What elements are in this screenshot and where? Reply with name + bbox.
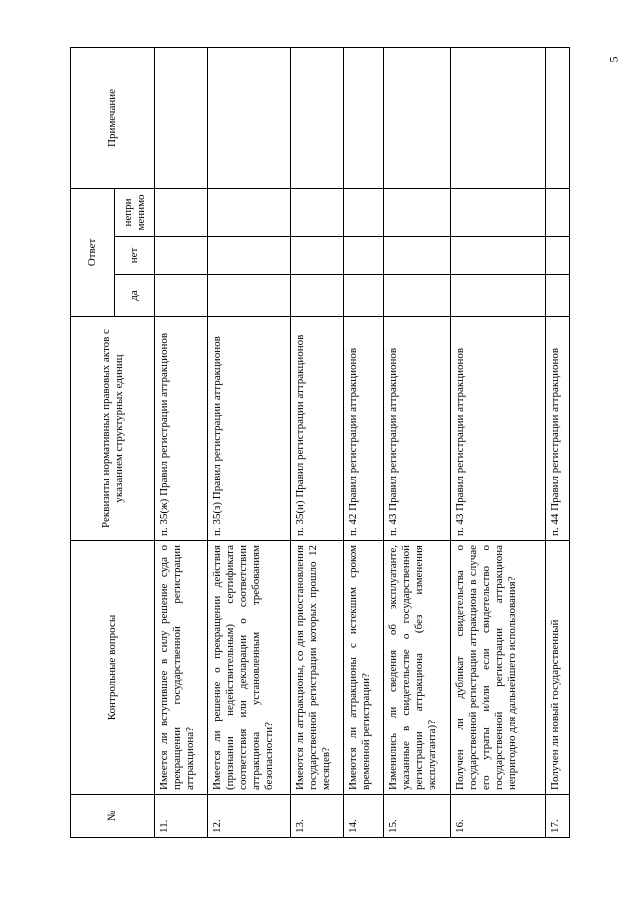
cell-note <box>291 47 344 188</box>
cell-yes <box>208 275 291 317</box>
cell-no <box>155 237 208 275</box>
cell-na <box>384 188 451 236</box>
header-note: Примечание <box>71 47 155 188</box>
row-num: 15. <box>384 795 451 838</box>
row-num: 12. <box>208 795 291 838</box>
page-number <box>604 40 624 80</box>
row-num: 16. <box>451 795 546 838</box>
cell-no <box>344 237 384 275</box>
header-yes: да <box>115 275 155 317</box>
header-question: Контрольные вопросы <box>71 541 155 795</box>
checklist-table <box>70 47 570 838</box>
row-question: Имеются ли аттракционы с истекшим сроком временной регистрации? <box>344 541 384 795</box>
header-requisites: Реквизиты нормативных правовых актов с указанием структурных единиц <box>71 317 155 541</box>
row-ref: п. 35(ж) Правил регистрации аттракционов <box>155 317 208 541</box>
row-ref: п. 43 Правил регистрации аттракционов <box>451 317 546 541</box>
row-ref: п. 42 Правил регистрации аттракционов <box>344 317 384 541</box>
cell-no <box>451 237 546 275</box>
header-row-1 <box>71 47 115 837</box>
cell-na <box>208 188 291 236</box>
cell-no <box>384 237 451 275</box>
row-ref: п. 43 Правил регистрации аттракционов <box>384 317 451 541</box>
cell-note <box>546 47 570 188</box>
table-body <box>155 47 570 837</box>
cell-na <box>291 188 344 236</box>
cell-yes <box>344 275 384 317</box>
cell-na <box>155 188 208 236</box>
row-question: Имеется ли решение о прекращении действия (признании недействительным) сертификата соответствия или декларации о соответствии аттракциона установленным требованиям безопасности? <box>208 541 291 795</box>
row-num: 14. <box>344 795 384 838</box>
rotated-content <box>70 48 595 838</box>
row-ref: п. 35(з) Правил регистрации аттракционов <box>208 317 291 541</box>
row-question: Получен ли дубликат свидетельства о государственной регистрации аттракциона в случае его утраты и/или если свидетельство о государственной регистрации аттракциона непригодно для дальнейшего использования? <box>451 541 546 795</box>
row-num: 17. <box>546 795 570 838</box>
cell-note <box>208 47 291 188</box>
cell-na <box>451 188 546 236</box>
header-answer: Ответ <box>71 188 115 316</box>
cell-yes <box>384 275 451 317</box>
row-num: 11. <box>155 795 208 838</box>
cell-na <box>344 188 384 236</box>
table-row <box>451 47 546 837</box>
cell-note <box>155 47 208 188</box>
cell-yes <box>546 275 570 317</box>
cell-no <box>291 237 344 275</box>
cell-yes <box>291 275 344 317</box>
row-num: 13. <box>291 795 344 838</box>
row-ref: п. 44 Правил регистрации аттракционов <box>546 317 570 541</box>
cell-note <box>344 47 384 188</box>
row-question: Изменились ли сведения об эксплуатанте, указанные в свидетельстве о государственной регистрации аттракциона (без изменения эксплуатанта)? <box>384 541 451 795</box>
page-number-text: 5 <box>606 56 621 63</box>
cell-yes <box>451 275 546 317</box>
cell-yes <box>155 275 208 317</box>
table-row <box>155 47 208 837</box>
table-row <box>384 47 451 837</box>
table-row <box>344 47 384 837</box>
table-row <box>208 47 291 837</box>
cell-no <box>208 237 291 275</box>
table-row <box>546 47 570 837</box>
header-num: № <box>71 795 155 838</box>
cell-na <box>546 188 570 236</box>
cell-note <box>384 47 451 188</box>
table-row <box>291 47 344 837</box>
cell-note <box>451 47 546 188</box>
header-na: непри менимо <box>115 188 155 236</box>
row-question: Получен ли новый государственный <box>546 541 570 795</box>
row-question: Имеются ли аттракционы, со дня приостановления государственной регистрации которых прошло 12 месяцев? <box>291 541 344 795</box>
cell-no <box>546 237 570 275</box>
header-no: нет <box>115 237 155 275</box>
row-question: Имеется ли вступившее в силу решение суда о прекращении государственной регистрации аттракциона? <box>155 541 208 795</box>
row-ref: п. 35(и) Правил регистрации аттракционов <box>291 317 344 541</box>
